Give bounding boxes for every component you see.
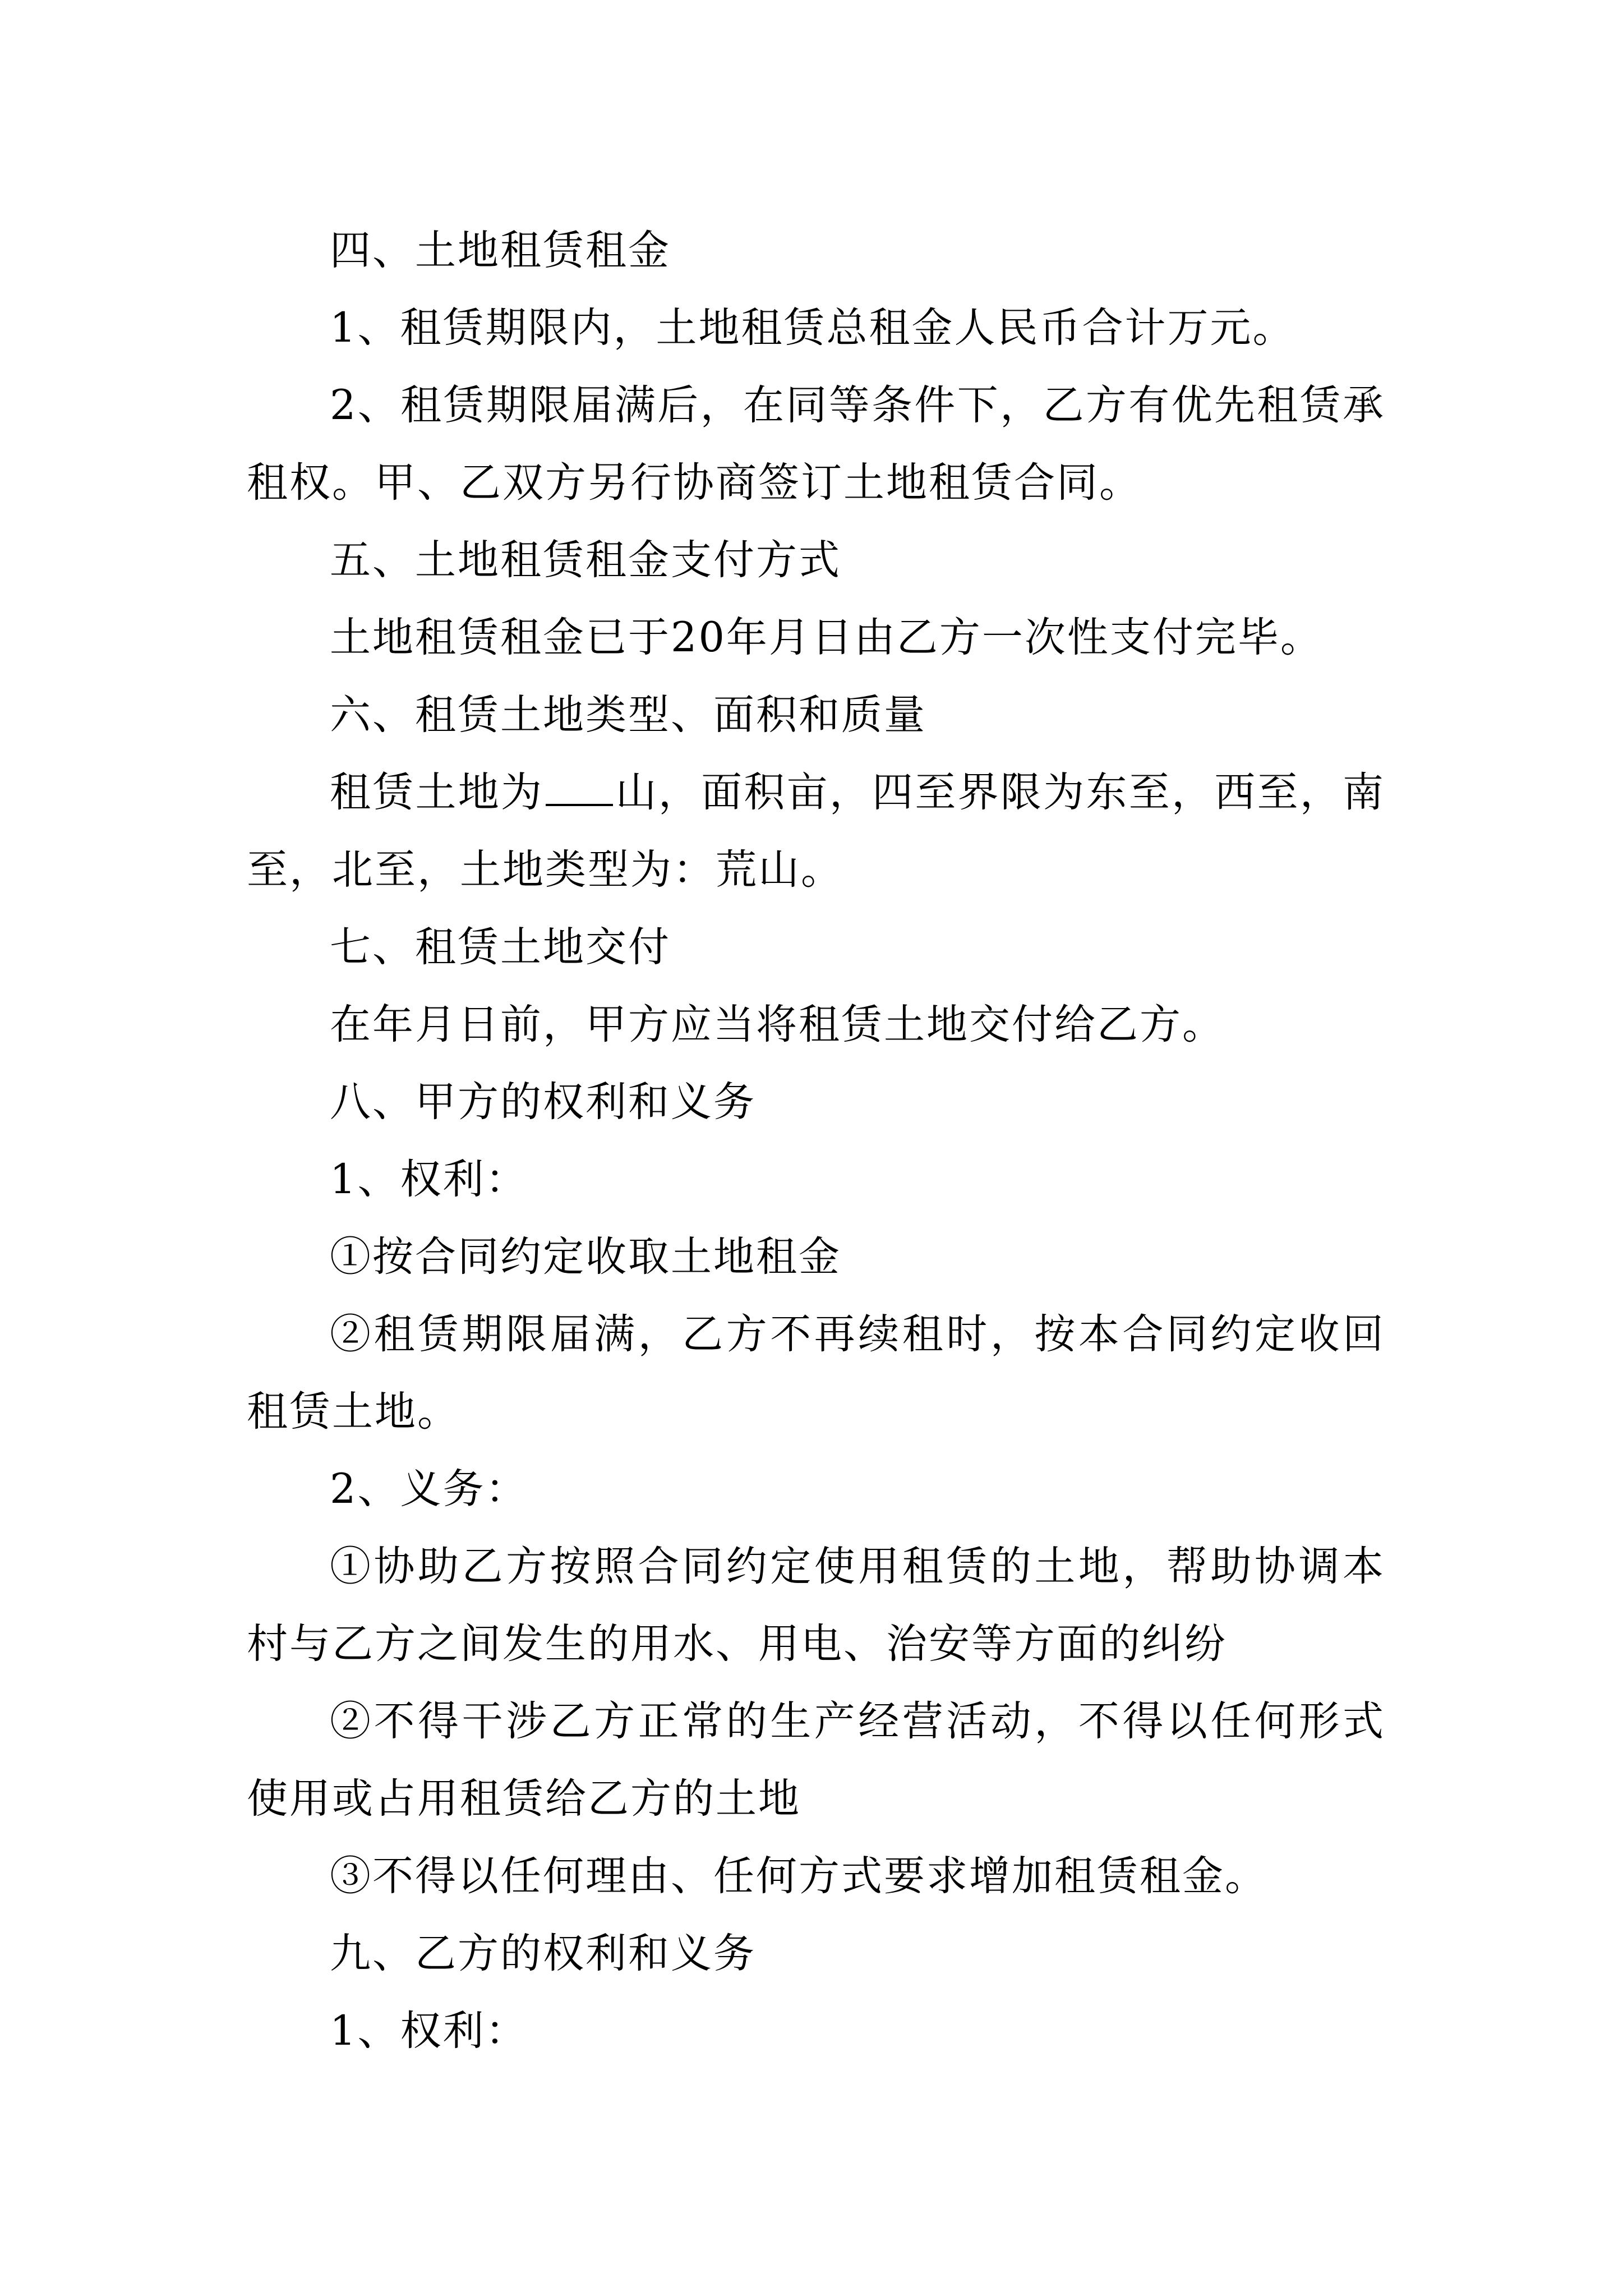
document-body [247,212,1385,2070]
clause-priority-renewal: 2、租赁期限届满后，在同等条件下，乙方有优先租赁承租权。甲、乙双方另行协商签订土地租赁合同。 [247,381,1385,507]
party-a-right-1: ①按合同约定收取土地租金 [330,1233,841,1281]
section-heading-party-b-rights: 九、乙方的权利和义务 [330,1930,756,1977]
section-heading-land-delivery: 七、租赁土地交付 [330,923,671,971]
party-a-obligation-2: ②不得干涉乙方正常的生产经营活动，不得以任何形式使用或占用租赁给乙方的土地 [247,1697,1385,1823]
section-heading-payment-method: 五、土地租赁租金支付方式 [330,536,841,584]
land-description-prefix: 租赁土地为 [330,769,544,816]
clause-land-description [247,754,1385,909]
party-a-right-2: ②租赁期限届满，乙方不再续租时，按本合同约定收回租赁土地。 [247,1310,1385,1435]
section-heading-land-type: 六、租赁土地类型、面积和质量 [330,691,926,739]
clause-payment-completed: 土地租赁租金已于20年月日由乙方一次性支付完毕。 [330,614,1323,661]
subheading-party-a-rights: 1、权利： [330,1156,528,1203]
clause-total-rent: 1、租赁期限内，土地租赁总租金人民币合计万元。 [330,304,1295,352]
party-a-obligation-1: ①协助乙方按照合同约定使用租赁的土地，帮助协调本村与乙方之间发生的用水、用电、治安等方面的纠纷 [247,1543,1385,1668]
section-heading-party-a-rights: 八、甲方的权利和义务 [330,1078,756,1126]
subheading-party-b-rights: 1、权利： [330,2007,528,2055]
subheading-party-a-obligations: 2、义务： [330,1465,528,1513]
fill-in-blank [546,803,613,806]
section-heading-rent: 四、土地租赁租金 [330,227,671,274]
party-a-obligation-3: ③不得以任何理由、任何方式要求增加租赁租金。 [330,1852,1267,1900]
clause-delivery-date: 在年月日前，甲方应当将租赁土地交付给乙方。 [330,1001,1225,1048]
land-description-suffix: 山，面积亩，四至界限为东至，西至，南至，北至，土地类型为：荒山。 [247,769,1386,894]
